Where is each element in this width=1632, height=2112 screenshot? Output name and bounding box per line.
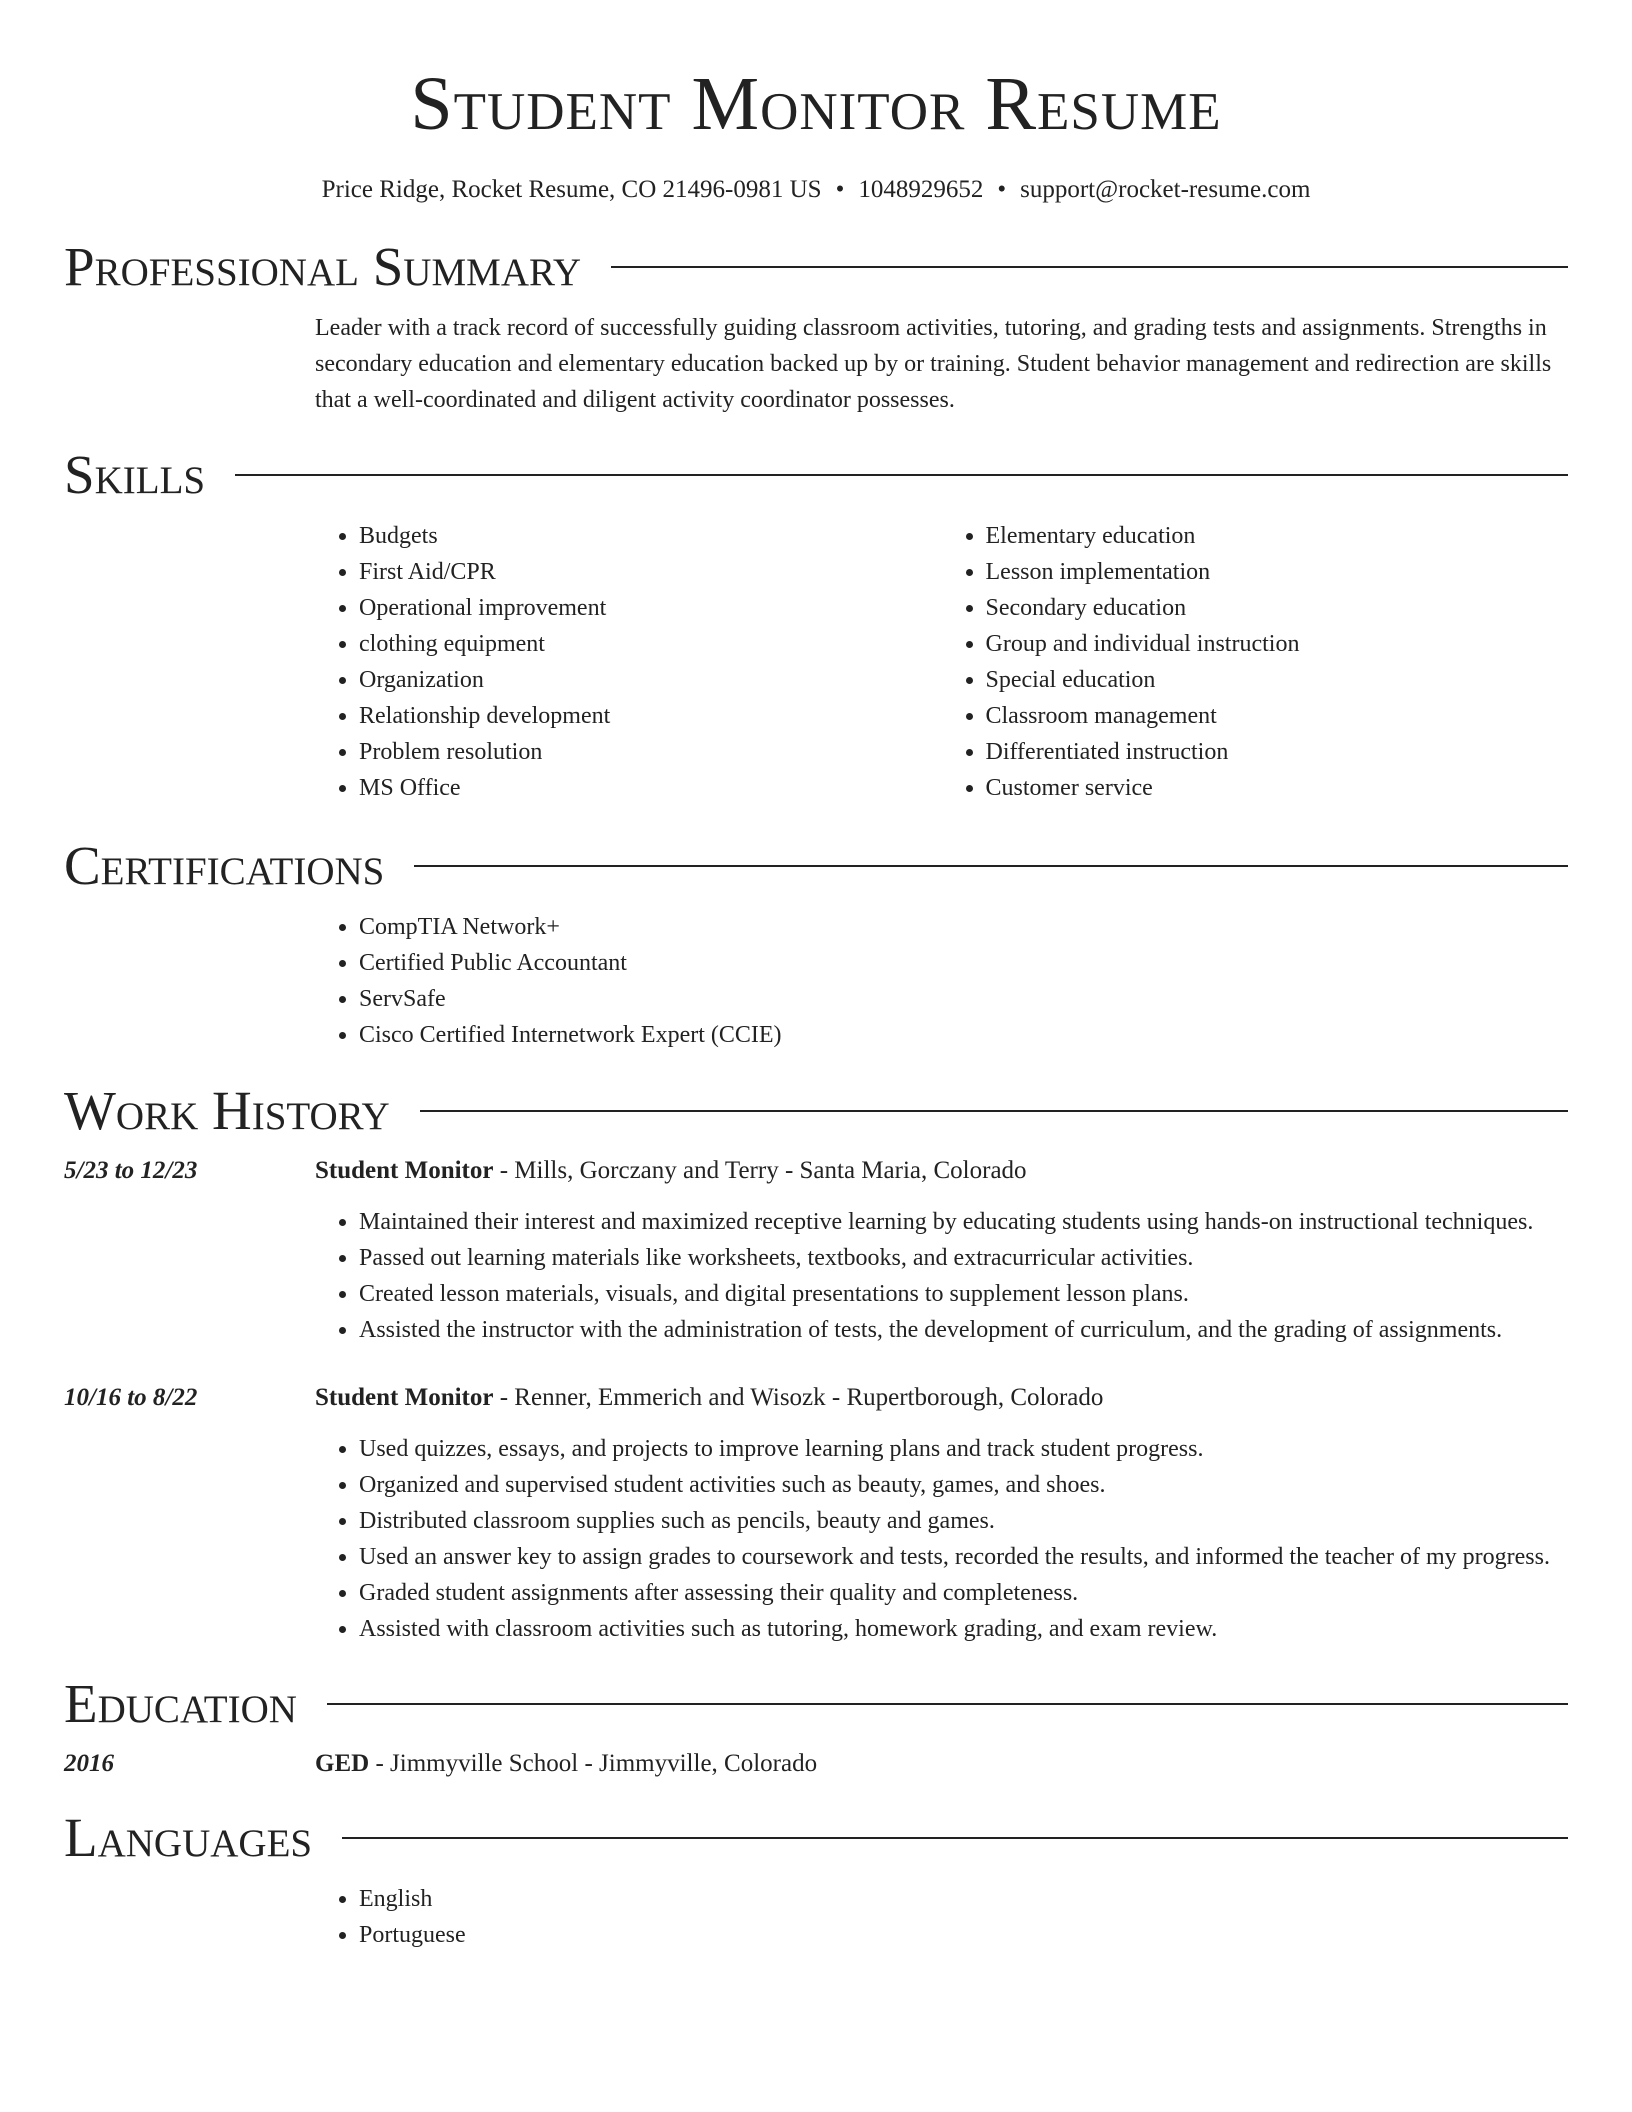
contact-phone: 1048929652 [858,176,984,203]
certification-item: • ServSafe [359,981,1568,1017]
skill-item: • Organization [359,662,942,698]
job-entry [64,1381,1568,1647]
languages-block [64,1881,1568,1953]
skill-item: • Budgets [359,518,942,554]
skill-item: • MS Office [359,770,942,806]
skills-list-right [942,518,1569,806]
job-bullet: • Organized and supervised student activities such as beauty, games, and shoes. [359,1467,1568,1503]
work-section-header [64,1080,1568,1141]
summary-heading: Professional Summary [64,236,582,297]
section-divider [420,1110,1568,1112]
job-entry [64,1154,1568,1348]
section-divider [342,1837,1568,1839]
education-line [315,1747,817,1781]
skill-item: • Secondary education [986,590,1569,626]
certifications-list [315,909,1568,1053]
languages-section-header [64,1807,1568,1868]
education-heading: Education [64,1673,297,1734]
skill-item: • Group and individual instruction [986,626,1569,662]
skill-item: • Differentiated instruction [986,734,1569,770]
education-school: - Jimmyville School - Jimmyville, Colorado [369,1750,818,1777]
contact-separator: • [997,176,1007,203]
job-bullets-block [64,1431,1568,1647]
languages-list [315,1881,1568,1953]
summary-section-header [64,236,1568,297]
job-bullet: • Maintained their interest and maximized receptive learning by educating students using hands-on instructional techniques. [359,1204,1568,1240]
certifications-section-header [64,835,1568,896]
job-bullet: • Used an answer key to assign grades to coursework and tests, recorded the results, and informed the teacher of my progress. [359,1539,1568,1575]
job-title: Student Monitor [315,1384,494,1411]
language-item: • Portuguese [359,1917,1568,1953]
education-year: 2016 [64,1750,114,1777]
section-divider [611,266,1568,268]
job-bullets-block [64,1204,1568,1348]
certification-item: • Cisco Certified Internetwork Expert (CCIE) [359,1017,1568,1053]
skills-list-left [315,518,942,806]
job-header [64,1154,1568,1188]
job-title-line [315,1381,1103,1415]
skill-item: • First Aid/CPR [359,554,942,590]
job-bullets [315,1204,1568,1348]
education-section-header [64,1673,1568,1734]
language-item: • English [359,1881,1568,1917]
skill-item: • Operational improvement [359,590,942,626]
section-divider [327,1703,1568,1705]
certification-item: • Certified Public Accountant [359,945,1568,981]
contact-address: Price Ridge, Rocket Resume, CO 21496-0981 US [321,176,822,203]
skill-item: • Classroom management [986,698,1569,734]
languages-heading: Languages [64,1807,313,1868]
job-title-line [315,1154,1027,1188]
skill-item: • Customer service [986,770,1569,806]
section-divider [235,474,1568,476]
education-entry [64,1747,1568,1781]
job-dates: 5/23 to 12/23 [64,1157,198,1184]
summary-text: Leader with a track record of successfully guiding classroom activities, tutoring, and grading tests and assignments. Strengths in secondary education and elementary education backed up by or training. Student behavior management and redirection are skills that a well-coordinated and diligent activity coordinator possesses. [315,315,1552,413]
job-bullet: • Assisted the instructor with the administration of tests, the development of curriculum, and the grading of assignments. [359,1312,1568,1348]
skill-item: • Special education [986,662,1569,698]
skill-item: • Elementary education [986,518,1569,554]
job-dates: 10/16 to 8/22 [64,1384,198,1411]
section-divider [414,865,1568,867]
skills-heading: Skills [64,444,206,505]
contact-line [64,174,1568,206]
job-header [64,1381,1568,1415]
resume-page [64,0,1568,1953]
certifications-block [64,909,1568,1053]
job-bullet: • Assisted with classroom activities such as tutoring, homework grading, and exam review. [359,1611,1568,1647]
skills-section-header [64,444,1568,505]
contact-separator: • [835,176,845,203]
skill-item: • clothing equipment [359,626,942,662]
job-bullet: • Graded student assignments after assessing their quality and completeness. [359,1575,1568,1611]
contact-email[interactable]: support@rocket-resume.com [1020,176,1311,203]
education-degree: GED [315,1750,370,1777]
job-employer: - Renner, Emmerich and Wisozk - Rupertborough, Colorado [493,1384,1104,1411]
certifications-heading: Certifications [64,835,385,896]
job-bullet: • Created lesson materials, visuals, and digital presentations to supplement lesson plans. [359,1276,1568,1312]
job-bullet: • Used quizzes, essays, and projects to improve learning plans and track student progress. [359,1431,1568,1467]
job-bullet: • Passed out learning materials like worksheets, textbooks, and extracurricular activities. [359,1240,1568,1276]
job-title: Student Monitor [315,1157,494,1184]
certification-item: • CompTIA Network+ [359,909,1568,945]
skills-grid [64,518,1568,806]
work-heading: Work History [64,1080,390,1141]
skill-item: • Relationship development [359,698,942,734]
resume-title: Student Monitor Resume [410,62,1222,146]
skill-item: • Problem resolution [359,734,942,770]
job-bullet: • Distributed classroom supplies such as pencils, beauty and games. [359,1503,1568,1539]
skill-item: • Lesson implementation [986,554,1569,590]
job-bullets [315,1431,1568,1647]
job-employer: - Mills, Gorczany and Terry - Santa Maria, Colorado [493,1157,1027,1184]
